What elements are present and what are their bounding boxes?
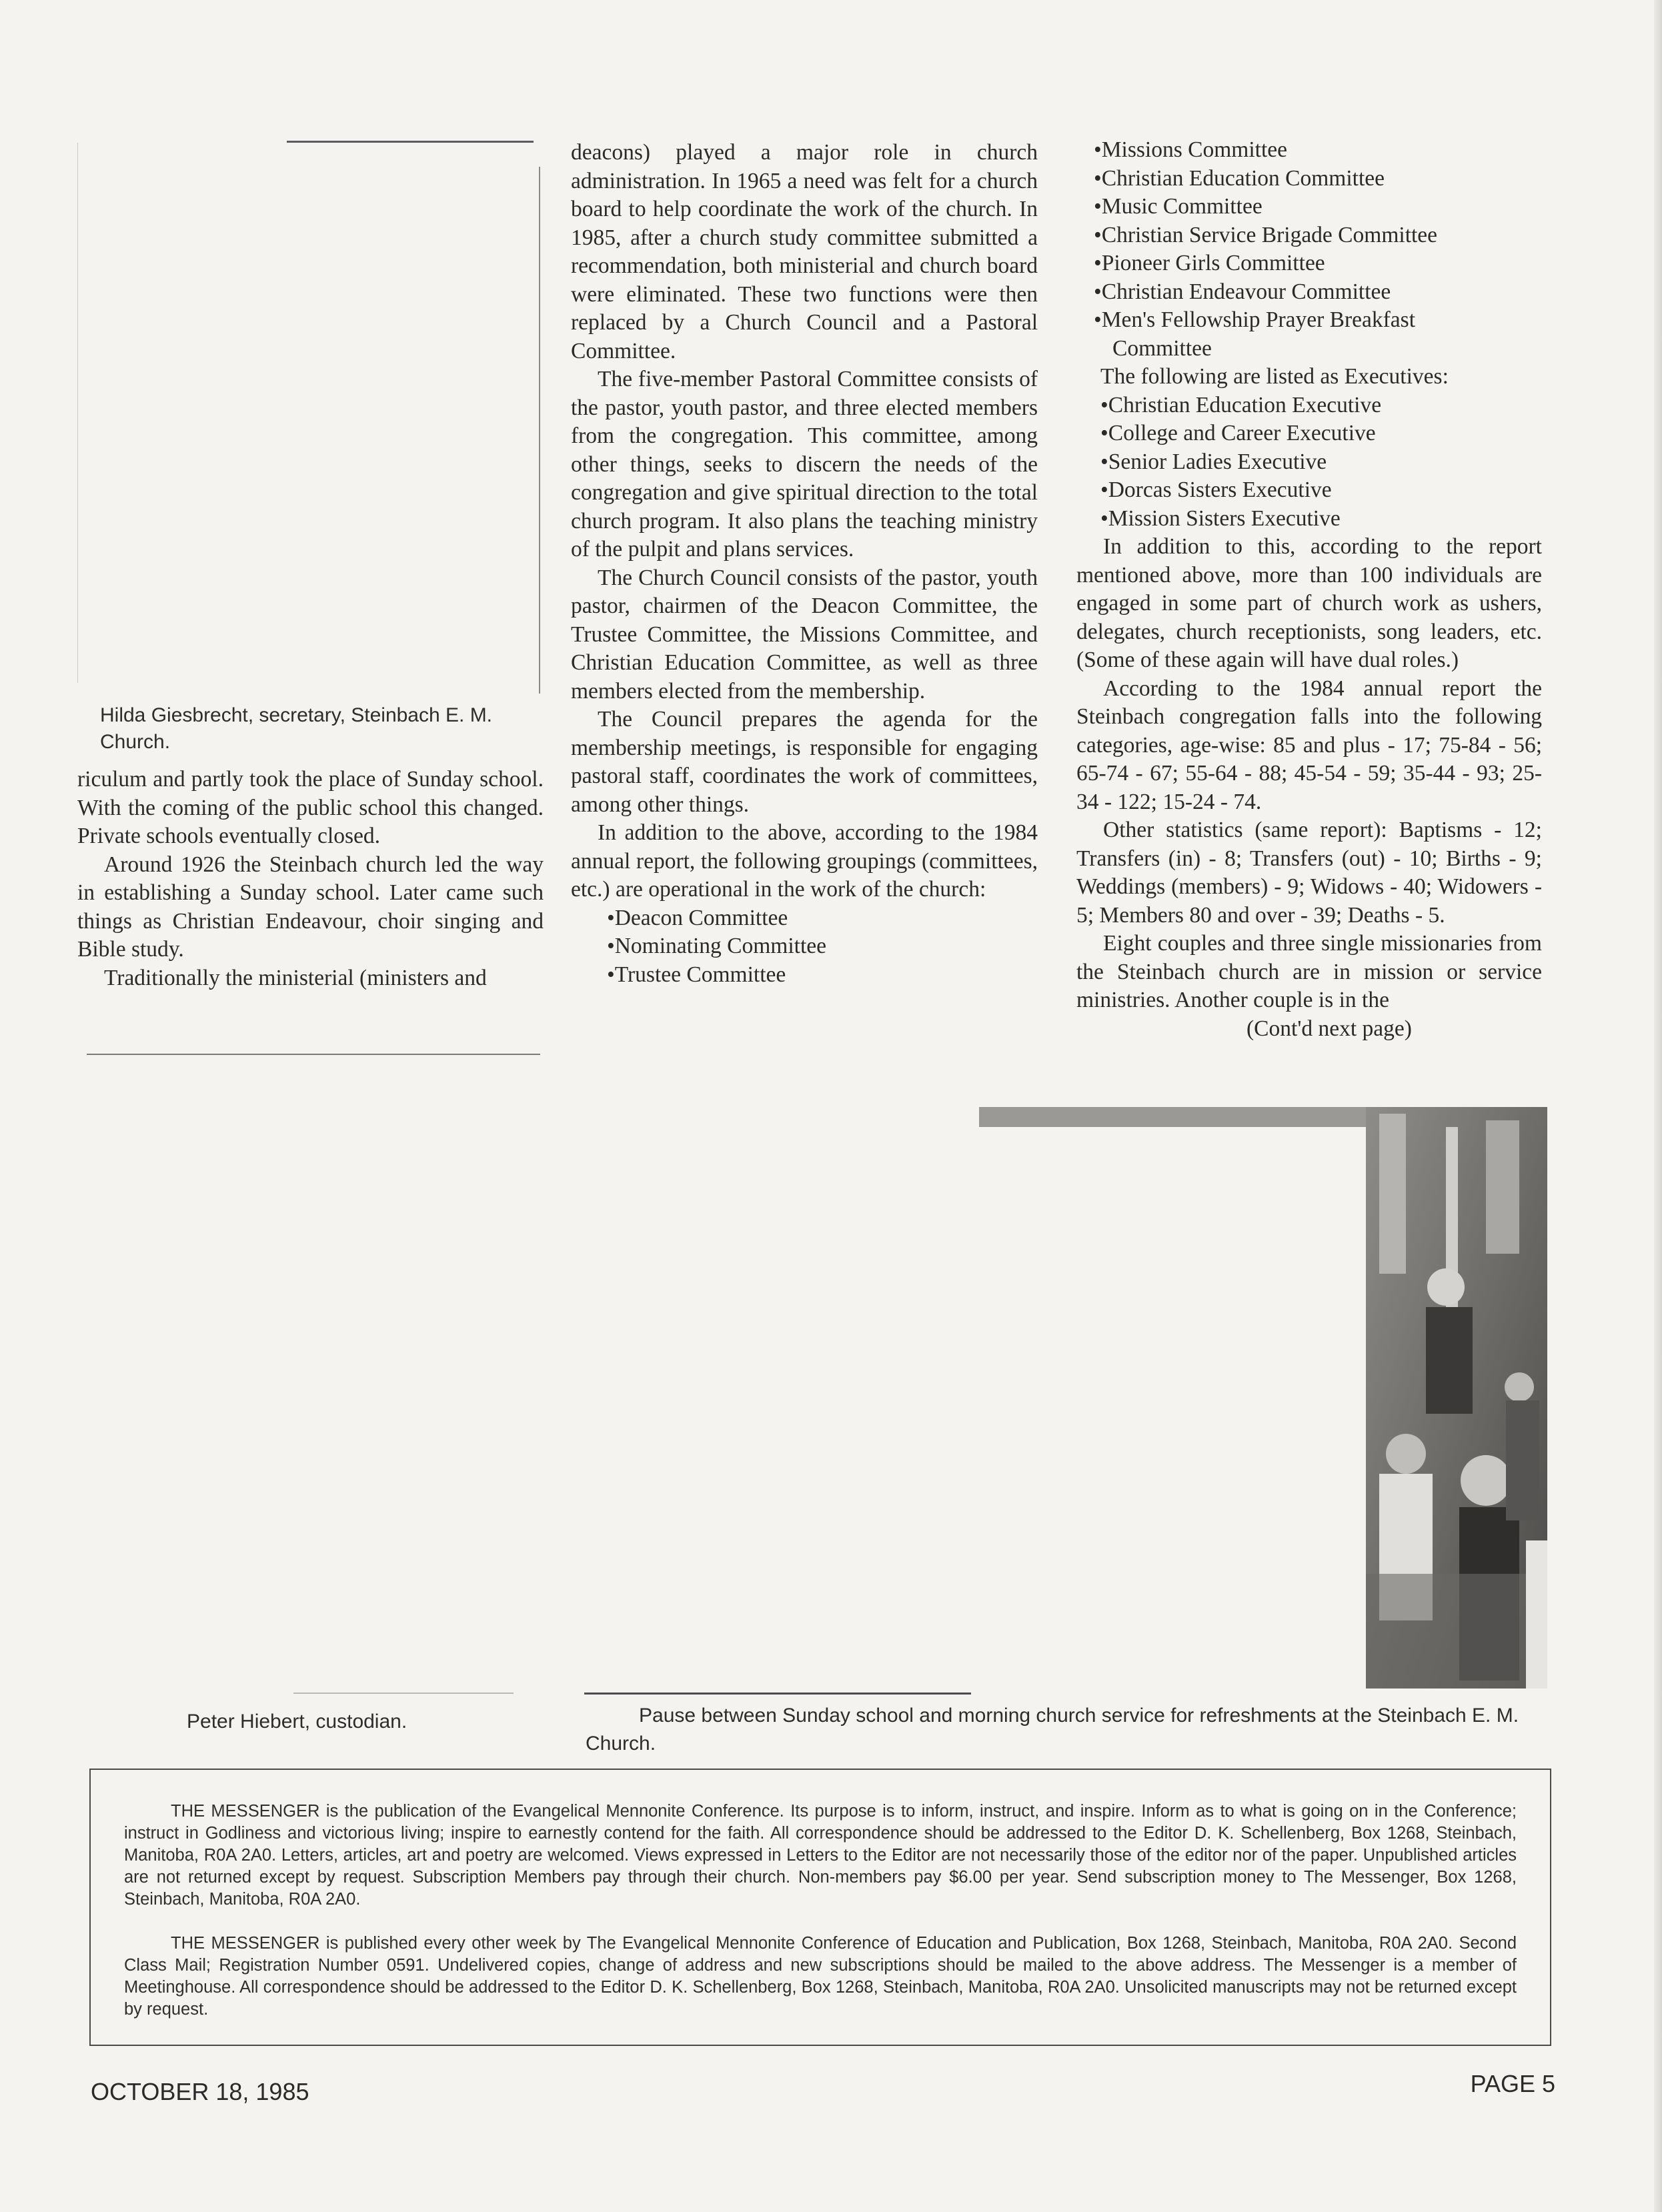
photo-left-rule: [77, 143, 78, 683]
paragraph: Around 1926 the Steinbach church led the way in establishing a Sunday school. Later came such things as Christian Endeavour, choir singing and Bible study.: [77, 852, 544, 962]
executives-intro: The following are listed as Executives:: [1100, 364, 1449, 389]
committee-item: •Pioneer Girls Committee: [1094, 251, 1325, 275]
bullet-item: •Trustee Committee: [607, 962, 786, 987]
photo-caption-hilda: Hilda Giesbrecht, secretary, Steinbach E. M. Church.: [100, 704, 493, 753]
paragraph: The five-member Pastoral Committee consists of the pastor, youth pastor, and three elected members from the congregation. This committee, among other things, seeks to discern the needs of the congregation and give spiritual direction to the total church program. It also plans the teaching ministry of the pulpit and plans services.: [571, 367, 1038, 562]
paragraph: riculum and partly took the place of Sunday school. With the coming of the public school this changed. Private schools eventually closed.: [77, 767, 544, 848]
committee-item: •Christian Education Committee: [1094, 165, 1385, 191]
article-column-1: [77, 766, 544, 992]
committee-item: •Music Committee: [1094, 194, 1263, 219]
page-edge: [1654, 0, 1662, 2212]
paragraph: deacons) played a major role in church administration. In 1965 a need was felt for a church board to help coordinate the work of the church. In 1985, after a church study committee submitted a recommendation, both ministerial and church board were eliminated. These two functions were then replaced by a Church Council and a Pastoral Committee.: [571, 140, 1038, 363]
bullet-item: •Deacon Committee: [607, 905, 788, 930]
executive-item: •Dorcas Sisters Executive: [1100, 477, 1332, 502]
paragraph: In addition to this, according to the report mentioned above, more than 100 individuals are engaged in some part of church work as ushers, delegates, church receptionists, song leaders, etc. (Some of these again will have dual roles.): [1076, 534, 1542, 672]
photo-top-rule-2: [87, 1054, 540, 1055]
paragraph: The Church Council consists of the pastor, youth pastor, chairmen of the Deacon Committee, the Trustee Committee, the Missions Committee, and Christian Education Committee, as well as three members elected from the membership.: [571, 565, 1038, 704]
photo-bottom-rule-2: [293, 1693, 514, 1694]
committee-item: •Men's Fellowship Prayer Breakfast: [1094, 307, 1416, 332]
page-number: PAGE 5: [1470, 2070, 1555, 2097]
article-column-3: [1076, 136, 1542, 1043]
paragraph: According to the 1984 annual report the Steinbach congregation falls into the following categories, age-wise: 85 and plus - 17; 75-84 - 56; 65-74 - 67; 55-64 - 88; 45-54 - 59; 35-44 - 93; 25-34 - 122; 15-24 - 74.: [1076, 676, 1542, 814]
publication-info-box: [89, 1769, 1551, 2046]
committee-item: •Christian Endeavour Committee: [1094, 279, 1391, 304]
paragraph: The Council prepares the agenda for the membership meetings, is responsible for engaging pastoral staff, coordinates the work of committees, among other things.: [571, 707, 1038, 817]
article-column-2: [571, 139, 1038, 989]
refreshments-photo: [979, 1107, 1547, 1689]
photo-right-rule: [539, 167, 540, 694]
photo-caption-refreshments: Pause between Sunday school and morning church service for refreshments at the Steinbach E. M. Church.: [586, 1705, 1519, 1755]
committee-item: Committee: [1112, 335, 1212, 361]
paragraph: In addition to the above, according to the 1984 annual report, the following groupings (committees, etc.) are operational in the work of the church:: [571, 820, 1038, 902]
committee-item: •Missions Committee: [1094, 137, 1287, 162]
executive-item: •Senior Ladies Executive: [1100, 449, 1327, 474]
photo-bottom-rule-3: [584, 1693, 971, 1695]
executive-item: •Christian Education Executive: [1100, 392, 1382, 417]
continued-note: (Cont'd next page): [1246, 1016, 1412, 1041]
bullet-item: •Nominating Committee: [607, 934, 827, 958]
issue-date: OCTOBER 18, 1985: [91, 2078, 309, 2105]
photo-image: [979, 1107, 1547, 1689]
photo-caption-peter: Peter Hiebert, custodian.: [187, 1711, 407, 1733]
paragraph: Traditionally the ministerial (ministers and: [104, 965, 487, 990]
paragraph: Other statistics (same report): Baptisms - 12; Transfers (in) - 8; Transfers (out) - 10; Births - 9; Weddings (members) - 9; Widows - 40; Widowers - 5; Members 80 and over - 39; Deaths - 5.: [1076, 818, 1542, 928]
committee-item: •Christian Service Brigade Committee: [1094, 222, 1438, 247]
executive-item: •College and Career Executive: [1100, 421, 1376, 445]
info-paragraph: THE MESSENGER is the publication of the Evangelical Mennonite Conference. Its purpose is to inform, instruct, and inspire. Inform as to what is going on in the Conference; instruct in Godliness and victorious living; inspire to earnestly contend for the faith. All correspondence should be addressed to the Editor D. K. Schellenberg, Box 1268, Steinbach, Manitoba, R0A 2A0. Letters, articles, art and poetry are welcomed. Views expressed in Letters to the Editor are not necessarily those of the editor nor of the paper. Unpublished articles are not returned except by request. Subscription Members pay through their church. Non-members pay $6.00 per year. Send subscription money to The Messenger, Box 1268, Steinbach, Manitoba, R0A 2A0.: [124, 1802, 1517, 1909]
paragraph: Eight couples and three single missionaries from the Steinbach church are in mission or service ministries. Another couple is in the: [1076, 931, 1542, 1012]
info-paragraph: THE MESSENGER is published every other week by The Evangelical Mennonite Conference of Education and Publication, Box 1268, Steinbach, Manitoba, R0A 2A0. Second Class Mail; Registration Number 0591. Undelivered copies, change of address and new subscriptions should be mailed to the above address. The Messenger is a member of Meetinghouse. All correspondence should be addressed to the Editor D. K. Schellenberg, Box 1268, Steinbach, Manitoba, R0A 2A0. Unsolicited manuscripts may not be returned except by request.: [124, 1934, 1517, 2019]
executive-item: •Mission Sisters Executive: [1100, 505, 1341, 531]
photo-top-rule: [287, 141, 534, 143]
